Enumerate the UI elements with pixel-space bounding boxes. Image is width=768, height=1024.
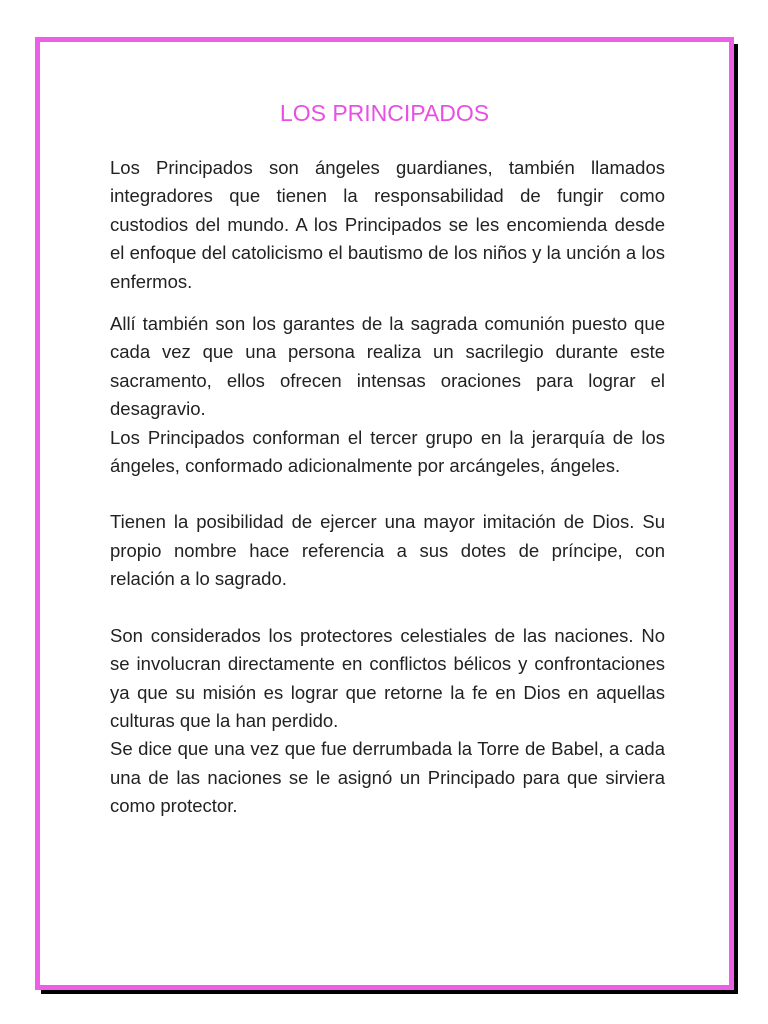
document-title: LOS PRINCIPADOS [279, 100, 490, 126]
paragraph-2: Allí también son los garantes de la sagrada comunión puesto que cada vez que una persona realiza un sacrilegio durante este sacramento, ellos ofrecen intensas oraciones para lograr el desagravio. [110, 313, 665, 420]
document-frame [35, 37, 734, 990]
paragraph-4: Tienen la posibilidad de ejercer una mayor imitación de Dios. Su propio nombre hace referencia a sus dotes de príncipe, con relación a lo sagrado. [110, 511, 665, 590]
paragraph-5: Son considerados los protectores celestiales de las naciones. No se involucran directamente en conflictos bélicos y confrontaciones ya que su misión es lograr que retorne la fe en Dios en aquellas culturas que la han perdido. [110, 624, 665, 731]
document-body [110, 154, 665, 821]
paragraph-6: Se dice que una vez que fue derrumbada la Torre de Babel, a cada una de las naciones se le asignó un Principado para que sirviera como protector. [110, 738, 665, 817]
paragraph-1: Los Principados son ángeles guardianes, también llamados integradores que tienen la responsabilidad de fungir como custodios del mundo. A los Principados se les encomienda desde el enfoque del catolicismo el bautismo de los niños y la unción a los enfermos. [110, 157, 665, 292]
paragraph-3: Los Principados conforman el tercer grupo en la jerarquía de los ángeles, conformado adicionalmente por arcángeles, ángeles. [110, 426, 665, 477]
